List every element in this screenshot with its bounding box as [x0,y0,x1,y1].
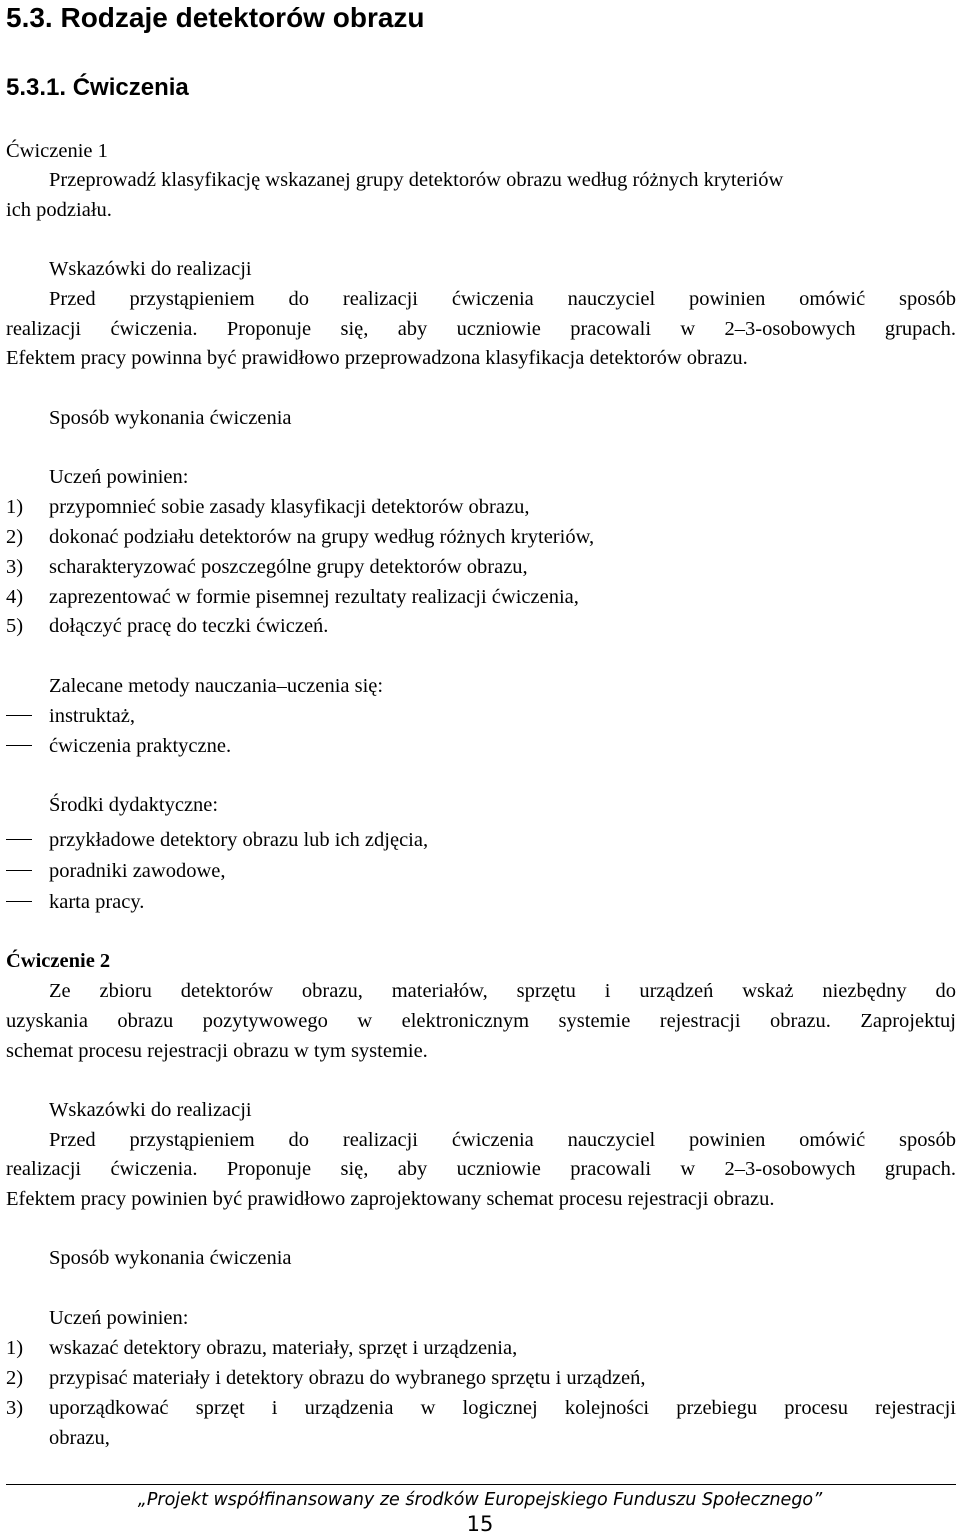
step-number: 1) [6,496,24,518]
exercise-2-hints-line-2: realizacji ćwiczenia. Proponuje się, aby uczniowie pracowali w 2–3-osobowych grupach. [6,1158,956,1180]
dash-bullet [6,839,32,840]
exercise-2-title: Ćwiczenie 2 [6,950,111,972]
dash-bullet [6,745,32,746]
exercise-2-step-continuation: obrazu, [49,1427,110,1449]
exercise-1-task-cont: ich podziału. [6,199,112,221]
exercise-1-student-heading: Uczeń powinien: [49,466,189,488]
list-item-text: przykładowe detektory obrazu lub ich zdjęcia, [49,829,429,851]
step-number: 3) [6,1397,24,1419]
step-number: 3) [6,556,24,578]
footer-divider [6,1484,956,1485]
step-number: 4) [6,586,24,608]
step-text: wskazać detektory obrazu, materiały, sprzęt i urządzenia, [49,1337,518,1359]
exercise-2-student-heading: Uczeń powinien: [49,1307,189,1329]
list-item-text: karta pracy. [49,891,145,913]
list-item-text: instruktaż, [49,705,135,727]
exercise-2-hints-line-3: Efektem pracy powinien być prawidłowo zaprojektowany schemat procesu rejestracji obrazu. [6,1188,775,1210]
step-text: dokonać podziału detektorów na grupy według różnych kryteriów, [49,526,595,548]
exercise-2-task-line-1: Ze zbioru detektorów obrazu, materiałów, sprzętu i urządzeń wskaż niezbędny do [49,980,956,1002]
exercise-1-hints-line-3: Efektem pracy powinna być prawidłowo przeprowadzona klasyfikacja detektorów obrazu. [6,347,748,369]
step-text: przypomnieć sobie zasady klasyfikacji detektorów obrazu, [49,496,530,518]
step-number: 2) [6,526,24,548]
exercise-2-task-line-3: schemat procesu rejestracji obrazu w tym systemie. [6,1040,428,1062]
exercise-2-hints-heading: Wskazówki do realizacji [49,1099,252,1121]
exercise-1-methods-heading: Zalecane metody nauczania–uczenia się: [49,675,384,697]
subsection-title: 5.3.1. Ćwiczenia [6,74,189,101]
dash-bullet [6,901,32,902]
step-text: przypisać materiały i detektory obrazu do wybranego sprzętu i urządzeń, [49,1367,646,1389]
step-number: 1) [6,1337,24,1359]
exercise-1-hints-line-1: Przed przystąpieniem do realizacji ćwiczenia nauczyciel powinien omówić sposób [49,288,956,310]
step-number: 2) [6,1367,24,1389]
list-item-text: poradniki zawodowe, [49,860,226,882]
step-text: uporządkować sprzęt i urządzenia w logicznej kolejności przebiegu procesu rejestracji [49,1397,956,1419]
list-item-text: ćwiczenia praktyczne. [49,735,232,757]
exercise-1-hints-line-2: realizacji ćwiczenia. Proponuje się, aby uczniowie pracowali w 2–3-osobowych grupach. [6,318,956,340]
exercise-1-title: Ćwiczenie 1 [6,140,108,162]
exercise-1-aids-heading: Środki dydaktyczne: [49,794,219,816]
dash-bullet [6,715,32,716]
dash-bullet [6,870,32,871]
step-text: dołączyć pracę do teczki ćwiczeń. [49,615,329,637]
exercise-2-hints-line-1: Przed przystąpieniem do realizacji ćwiczenia nauczyciel powinien omówić sposób [49,1129,956,1151]
exercise-2-task-line-2: uzyskania obrazu pozytywowego w elektronicznym systemie rejestracji obrazu. Zaprojektuj [6,1010,956,1032]
footer-project-note: „Projekt współfinansowany ze środków Europejskiego Funduszu Społecznego” [137,1490,823,1510]
exercise-1-method-heading: Sposób wykonania ćwiczenia [49,407,292,429]
step-text: zaprezentować w formie pisemnej rezultaty realizacji ćwiczenia, [49,586,579,608]
section-title: 5.3. Rodzaje detektorów obrazu [6,2,425,33]
exercise-1-hints-heading: Wskazówki do realizacji [49,258,252,280]
step-text: scharakteryzować poszczególne grupy detektorów obrazu, [49,556,528,578]
exercise-1-task: Przeprowadź klasyfikację wskazanej grupy detektorów obrazu według różnych kryteriów [49,169,784,191]
page-number: 15 [466,1512,494,1536]
step-number: 5) [6,615,24,637]
exercise-2-method-heading: Sposób wykonania ćwiczenia [49,1247,292,1269]
